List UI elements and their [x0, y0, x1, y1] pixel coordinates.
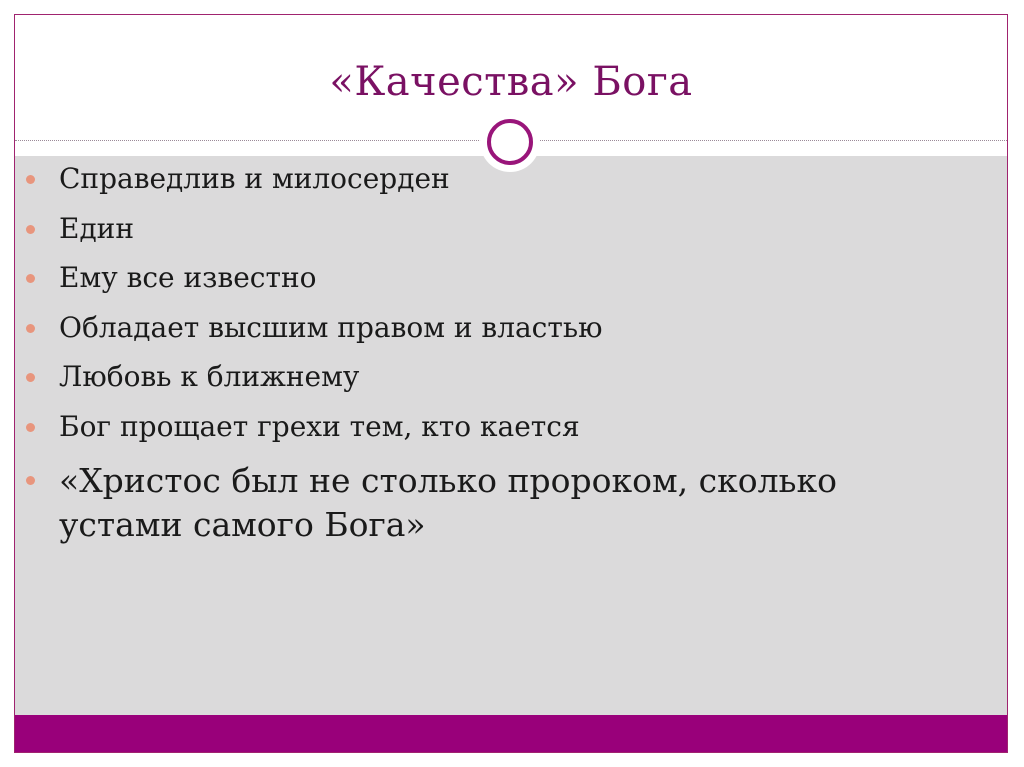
bullet-text: Обладает высшим правом и властью — [59, 310, 603, 344]
bullet-text: Един — [59, 211, 135, 245]
bullet-dot-icon — [26, 225, 35, 234]
bullet-dot-icon — [26, 373, 35, 382]
ring-inner — [487, 119, 533, 165]
bullet-text: Ему все известно — [59, 261, 317, 294]
bullet-item-quote — [24, 459, 964, 547]
bullet-dot-icon — [26, 324, 35, 333]
bullet-item — [24, 162, 964, 196]
bullet-text: Любовь к ближнему — [59, 360, 360, 393]
bullet-text: «Христос был не столько пророком, сколько устами самого Бога» — [59, 461, 838, 544]
slide-title: «Качества» Бога — [329, 59, 693, 105]
bullet-text: Бог прощает грехи тем, кто кается — [59, 409, 580, 443]
bullet-text: Справедлив и милосерден — [59, 162, 450, 195]
bullet-dot-icon — [26, 175, 35, 184]
bullet-item — [24, 261, 964, 295]
bullet-item — [24, 410, 964, 444]
bullet-dot-icon — [26, 274, 35, 283]
bullet-item — [24, 360, 964, 394]
bullet-dot-icon — [26, 423, 35, 432]
footer-bar — [15, 715, 1007, 753]
bullet-item — [24, 311, 964, 345]
bullet-item — [24, 212, 964, 246]
bullet-dot-icon — [26, 476, 35, 485]
bullet-list — [24, 162, 964, 563]
